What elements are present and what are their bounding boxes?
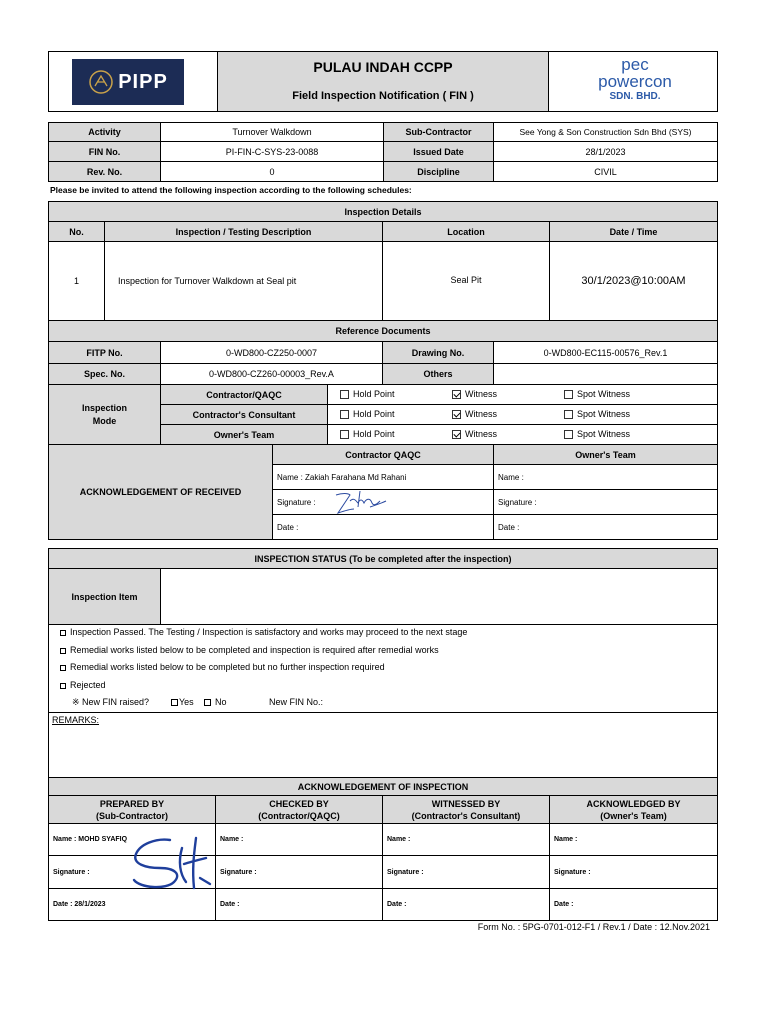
ack-acknowledged-header bbox=[549, 795, 718, 824]
ack-checked-name: Name : bbox=[215, 823, 383, 856]
received-contractor-name: Name : Zakiah Farahana Md Rahani bbox=[272, 464, 494, 490]
inspection-mode-label bbox=[48, 384, 161, 445]
issued-value: 28/1/2023 bbox=[493, 141, 718, 162]
checkbox-icon[interactable] bbox=[564, 410, 573, 419]
rev-value: 0 bbox=[160, 161, 384, 182]
ack-prepared-signature: Signature : bbox=[48, 855, 216, 889]
mode-label-line2: Mode bbox=[92, 415, 117, 426]
checkbox-icon[interactable] bbox=[171, 699, 178, 706]
status-option-remedial-no-reinspect[interactable] bbox=[60, 662, 385, 672]
ack-checked-h2: (Contractor/QAQC) bbox=[258, 810, 340, 821]
col-description: Inspection / Testing Description bbox=[104, 221, 383, 242]
details-section-title: Inspection Details bbox=[48, 201, 718, 222]
detail-row-location: Seal Pit bbox=[382, 241, 550, 321]
subcon-value: See Yong & Son Construction Sdn Bhd (SYS) bbox=[493, 122, 718, 142]
ack-acknowledged-signature: Signature : bbox=[549, 855, 718, 889]
drawing-value: 0-WD800-EC115-00576_Rev.1 bbox=[493, 341, 718, 364]
spec-label: Spec. No. bbox=[48, 363, 161, 385]
new-fin-number-label: New FIN No.: bbox=[269, 697, 324, 707]
checkbox-icon[interactable] bbox=[340, 390, 349, 399]
remarks-label: REMARKS: bbox=[52, 715, 100, 725]
status-option-rejected-label: Rejected bbox=[70, 680, 106, 690]
received-owner-name: Name : bbox=[493, 464, 718, 490]
pec-logo-line3: SDN. BHD. bbox=[609, 91, 661, 102]
ack-prepared-h1: PREPARED BY bbox=[99, 798, 165, 809]
mode-contractor-witness[interactable] bbox=[452, 389, 497, 399]
pec-powercon-logo bbox=[560, 56, 710, 108]
pipp-logo-text: PIPP bbox=[118, 70, 168, 93]
rev-label: Rev. No. bbox=[48, 161, 161, 182]
ack-witnessed-header bbox=[382, 795, 550, 824]
ack-checked-date: Date : bbox=[215, 888, 383, 921]
spot-witness-label: Spot Witness bbox=[577, 429, 631, 439]
new-fin-yes[interactable] bbox=[171, 697, 194, 707]
status-title: INSPECTION STATUS (To be completed after the inspection) bbox=[48, 548, 718, 569]
mode-contractor-spot[interactable] bbox=[564, 389, 630, 399]
prepared-by-signature-image bbox=[126, 834, 216, 892]
ack-prepared-date: Date : 28/1/2023 bbox=[48, 888, 216, 921]
mode-consultant-witness[interactable] bbox=[452, 409, 497, 419]
received-col-owner: Owner's Team bbox=[493, 444, 718, 465]
activity-value: Turnover Walkdown bbox=[160, 122, 384, 142]
others-label: Others bbox=[382, 363, 494, 385]
mode-contractor-hold[interactable] bbox=[340, 389, 395, 399]
checkbox-icon[interactable] bbox=[340, 430, 349, 439]
mode-label-line1: Inspection bbox=[81, 402, 127, 413]
mode-owner-witness[interactable] bbox=[452, 429, 497, 439]
status-option-remedial-reinspect-label: Remedial works listed below to be completed and inspection is required after remedial works bbox=[70, 645, 439, 655]
ack-witnessed-h1: WITNESSED BY bbox=[431, 798, 501, 809]
received-contractor-signature: Signature : bbox=[272, 489, 494, 515]
ack-checked-h1: CHECKED BY bbox=[269, 798, 329, 809]
checkbox-icon[interactable] bbox=[60, 630, 66, 636]
witness-label: Witness bbox=[465, 389, 498, 399]
hold-point-label: Hold Point bbox=[353, 429, 395, 439]
ack-acknowledged-h2: (Owner's Team) bbox=[600, 810, 667, 821]
status-option-remedial-no-reinspect-label: Remedial works listed below to be completed but no further inspection required bbox=[70, 662, 385, 672]
detail-row-no: 1 bbox=[48, 241, 105, 321]
fitp-value: 0-WD800-CZ250-0007 bbox=[160, 341, 383, 364]
status-option-rejected[interactable] bbox=[60, 680, 106, 690]
col-no: No. bbox=[48, 221, 105, 242]
checkbox-icon[interactable] bbox=[60, 648, 66, 654]
ack-witnessed-signature: Signature : bbox=[382, 855, 550, 889]
checkbox-checked-icon[interactable] bbox=[452, 410, 461, 419]
witness-label: Witness bbox=[465, 429, 498, 439]
witness-label: Witness bbox=[465, 409, 498, 419]
detail-row-description: Inspection for Turnover Walkdown at Seal pit bbox=[104, 241, 383, 321]
ack-witnessed-h2: (Contractor's Consultant) bbox=[411, 810, 521, 821]
received-owner-date: Date : bbox=[493, 514, 718, 540]
ack-prepared-h2: (Sub-Contractor) bbox=[96, 810, 168, 821]
ack-prepared-header bbox=[48, 795, 216, 824]
drawing-label: Drawing No. bbox=[382, 341, 494, 364]
new-fin-yes-label: Yes bbox=[179, 697, 194, 707]
mode-party-owner: Owner's Team bbox=[160, 424, 328, 445]
pec-logo-line2: powercon bbox=[598, 72, 672, 91]
others-value[interactable] bbox=[493, 363, 718, 385]
pec-logo-line1: pec bbox=[621, 55, 649, 74]
pipp-emblem-icon bbox=[88, 69, 114, 95]
pipp-logo bbox=[72, 59, 184, 105]
form-number-footer: Form No. : 5PG-0701-012-F1 / Rev.1 / Date : 12.Nov.2021 bbox=[477, 922, 710, 932]
mode-consultant-spot[interactable] bbox=[564, 409, 630, 419]
mode-party-contractor: Contractor/QAQC bbox=[160, 384, 328, 405]
project-title: PULAU INDAH CCPP bbox=[217, 52, 549, 82]
detail-row-date-time: 30/1/2023@10:00AM bbox=[549, 241, 718, 321]
ack-title: ACKNOWLEDGEMENT OF INSPECTION bbox=[48, 777, 718, 796]
col-location: Location bbox=[382, 221, 550, 242]
checkbox-icon[interactable] bbox=[340, 410, 349, 419]
inspection-item-value[interactable] bbox=[160, 568, 718, 625]
activity-label: Activity bbox=[48, 122, 161, 142]
new-fin-no-label: No bbox=[215, 697, 227, 707]
inspection-item-label: Inspection Item bbox=[48, 568, 161, 625]
discipline-label: Discipline bbox=[383, 161, 494, 182]
ack-checked-signature: Signature : bbox=[215, 855, 383, 889]
col-date-time: Date / Time bbox=[549, 221, 718, 242]
hold-point-label: Hold Point bbox=[353, 409, 395, 419]
fin-label: FIN No. bbox=[48, 141, 161, 162]
received-contractor-date: Date : bbox=[272, 514, 494, 540]
spot-witness-label: Spot Witness bbox=[577, 389, 631, 399]
spec-value: 0-WD800-CZ260-00003_Rev.A bbox=[160, 363, 383, 385]
checkbox-icon[interactable] bbox=[60, 665, 66, 671]
status-option-passed-label: Inspection Passed. The Testing / Inspection is satisfactory and works may proceed to the next stage bbox=[70, 627, 468, 637]
ack-acknowledged-h1: ACKNOWLEDGED BY bbox=[586, 798, 681, 809]
checkbox-icon[interactable] bbox=[564, 430, 573, 439]
ack-witnessed-date: Date : bbox=[382, 888, 550, 921]
new-fin-no[interactable] bbox=[204, 697, 227, 707]
spot-witness-label: Spot Witness bbox=[577, 409, 631, 419]
fitp-label: FITP No. bbox=[48, 341, 161, 364]
mode-party-consultant: Contractor's Consultant bbox=[160, 404, 328, 425]
received-col-contractor: Contractor QAQC bbox=[272, 444, 494, 465]
hold-point-label: Hold Point bbox=[353, 389, 395, 399]
checkbox-checked-icon[interactable] bbox=[452, 390, 461, 399]
received-title: ACKNOWLEDGEMENT OF RECEIVED bbox=[48, 444, 273, 540]
contractor-signature-image bbox=[330, 487, 390, 519]
refs-section-title: Reference Documents bbox=[48, 320, 718, 342]
remarks-box[interactable] bbox=[48, 712, 718, 778]
issued-label: Issued Date bbox=[383, 141, 494, 162]
received-owner-signature: Signature : bbox=[493, 489, 718, 515]
mode-owner-spot[interactable] bbox=[564, 429, 630, 439]
discipline-value: CIVIL bbox=[493, 161, 718, 182]
new-fin-question: ※ New FIN raised? bbox=[72, 697, 150, 707]
checkbox-icon[interactable] bbox=[564, 390, 573, 399]
ack-acknowledged-name: Name : bbox=[549, 823, 718, 856]
checkbox-icon[interactable] bbox=[60, 683, 66, 689]
mode-owner-hold[interactable] bbox=[340, 429, 395, 439]
fin-value: PI-FIN-C-SYS-23-0088 bbox=[160, 141, 384, 162]
mode-consultant-hold[interactable] bbox=[340, 409, 395, 419]
checkbox-icon[interactable] bbox=[204, 699, 211, 706]
status-option-passed[interactable] bbox=[60, 627, 467, 637]
checkbox-checked-icon[interactable] bbox=[452, 430, 461, 439]
form-title: Field Inspection Notification ( FIN ) bbox=[217, 81, 549, 111]
ack-witnessed-name: Name : bbox=[382, 823, 550, 856]
ack-checked-header bbox=[215, 795, 383, 824]
ack-acknowledged-date: Date : bbox=[549, 888, 718, 921]
status-option-remedial-reinspect[interactable] bbox=[60, 645, 439, 655]
subcon-label: Sub-Contractor bbox=[383, 122, 494, 142]
ack-prepared-name: Name : MOHD SYAFIQ bbox=[48, 823, 216, 856]
invite-text: Please be invited to attend the following inspection according to the following schedules: bbox=[50, 185, 412, 195]
